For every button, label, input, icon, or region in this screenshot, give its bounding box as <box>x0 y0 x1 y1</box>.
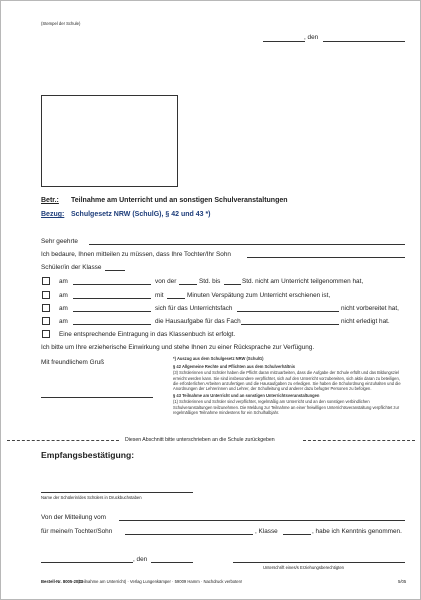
date-line[interactable] <box>323 41 405 42</box>
item-absent-text: Std. nicht am Unterricht teilgenommen hat, <box>242 278 364 285</box>
unprepared-date-line[interactable] <box>73 311 151 312</box>
stamp-label: (Stempel der Schule) <box>41 21 81 26</box>
item-unprepared-subject: sich für das Unterrichtsfach <box>155 305 233 312</box>
law-s43-title: § 43 Teilnahme am Unterricht und an sonstigen Unterrichtsveranstaltungen <box>173 393 320 399</box>
checkbox-homework[interactable] <box>42 317 50 325</box>
checkbox-absent[interactable] <box>42 277 50 285</box>
salutation: Sehr geehrte <box>41 238 78 245</box>
item-late-am: am <box>59 292 68 299</box>
item-homework-text: nicht erledigt hat. <box>341 318 390 325</box>
law-title: *) Auszug aus dem Schulgesetz NRW (SchulG) <box>173 356 264 361</box>
item-unprepared-am: am <box>59 305 68 312</box>
law-s42-text: (3) Schülerinnen und Schüler haben die Pflicht daran mitzuarbeiten, dass die Aufgabe der Schule erfüllt und das Bildungsziel erreicht werden kann. Sie sind insbesondere verpflichtet, sich auf den Unterricht vorzubereiten, sich aktiv daran zu beteiligen, die erforderlichen Arbeiten anzufertigen und die Hausaufgaben zu erledigen. Sie haben die Schulordnung einzuhalten und die Anordnungen der Lehrerinnen und Lehrer, der Schulleitung und anderer dazu befugter Personen zu befolgen. <box>173 370 401 392</box>
cut-line-right <box>303 440 415 441</box>
homework-date-line[interactable] <box>73 324 151 325</box>
absent-date-line[interactable] <box>73 284 151 285</box>
class-line-label: Schüler/in der Klasse <box>41 264 102 271</box>
date-suffix: , den <box>304 34 319 41</box>
teacher-signature-line[interactable] <box>41 397 153 398</box>
homework-subject-line[interactable] <box>241 324 339 325</box>
ack-text: , habe ich Kenntnis genommen. <box>312 528 402 535</box>
item-unprepared-text: nicht vorbereitet hat, <box>341 305 399 312</box>
student-name-line[interactable] <box>247 257 405 258</box>
name-caption: Name der Schülerin/des Schülers in Druckbuchstaben <box>41 495 142 500</box>
item-entry-text: Eine entsprechende Eintragung in das Klassenbuch ist erfolgt. <box>59 331 236 338</box>
bezug-text: Schulgesetz NRW (SchulG), § 42 und 43 *) <box>71 211 211 218</box>
receipt-date-suffix: , den <box>133 556 148 563</box>
item-homework-am: am <box>59 318 68 325</box>
receipt-title: Empfangsbestätigung: <box>41 450 135 460</box>
address-window <box>41 95 178 187</box>
student-print-name-line[interactable] <box>41 492 193 493</box>
late-date-line[interactable] <box>73 298 151 299</box>
footer-details: (Teilnahme am Unterricht) · Verlag Lungenkämper · 59009 Hamm · Nachdruck verboten! <box>78 579 243 584</box>
item-late-text: Minuten Verspätung zum Unterricht erschienen ist, <box>187 292 331 299</box>
greeting: Mit freundlichem Gruß <box>41 359 105 366</box>
absent-from-line[interactable] <box>179 284 197 285</box>
receipt-date-line[interactable] <box>151 562 193 563</box>
checkbox-late[interactable] <box>42 291 50 299</box>
place-line[interactable] <box>263 41 305 42</box>
law-excerpt <box>173 356 405 415</box>
item-absent-am: am <box>59 278 68 285</box>
item-absent-from: von der <box>155 278 177 285</box>
sig-caption: Unterschrift eines/s Erziehungsberechtigten <box>263 565 344 570</box>
law-s42-title: § 42 Allgemeine Rechte und Pflichten aus dem Schulverhältnis <box>173 364 296 370</box>
request-text: Ich bitte um Ihre erzieherische Einwirkung und stehe Ihnen zu einer Rücksprache zur Verfügung. <box>41 344 315 351</box>
receipt-class-line[interactable] <box>283 534 311 535</box>
notice-date-line[interactable] <box>119 520 405 521</box>
intro-text: Ich bedaure, Ihnen mitteilen zu müssen, dass Ihre Tochter/Ihr Sohn <box>41 251 231 258</box>
parent-signature-line[interactable] <box>233 562 405 563</box>
for-prefix: für meine/n Tochter/Sohn <box>41 528 113 535</box>
cut-text: Diesen Abschnitt bitte unterschrieben an die Schule zurückgeben <box>125 437 275 443</box>
class-label: , Klasse <box>255 528 278 535</box>
law-s43-text: (1) Schülerinnen und Schüler sind verpflichtet, regelmäßig am Unterricht und an den sonstigen verbindlichen Schulveranstaltungen teilzunehmen. Die Meldung zur Teilnahme an einer freiwilligen Unterrichtsveranstaltung verpflichtet zur regelmäßigen Teilnahme mindestens für ein Schulhalbjahr. <box>173 399 400 415</box>
cut-line-left <box>7 440 119 441</box>
notice-prefix: Von der Mitteilung vom <box>41 514 107 521</box>
footer-order: Bestell-Nr. 8005-2013 <box>41 579 83 584</box>
unprepared-subject-line[interactable] <box>237 311 339 312</box>
footer-code: 5/05 <box>398 579 407 584</box>
checkbox-entry[interactable] <box>42 330 50 338</box>
absent-to-line[interactable] <box>224 284 241 285</box>
late-minutes-line[interactable] <box>167 298 185 299</box>
salutation-line[interactable] <box>89 244 405 245</box>
betr-label: Betr.: <box>41 197 59 204</box>
item-absent-to: Std. bis <box>199 278 221 285</box>
item-homework-subject: die Hausaufgabe für das Fach <box>155 318 241 325</box>
betr-text: Teilnahme am Unterricht und an sonstigen Schulveranstaltungen <box>71 197 288 204</box>
receipt-place-line[interactable] <box>41 562 133 563</box>
checkbox-unprepared[interactable] <box>42 304 50 312</box>
class-line[interactable] <box>105 270 125 271</box>
item-late-with: mit <box>155 292 164 299</box>
child-name-line[interactable] <box>125 534 253 535</box>
bezug-label: Bezug: <box>41 211 65 218</box>
